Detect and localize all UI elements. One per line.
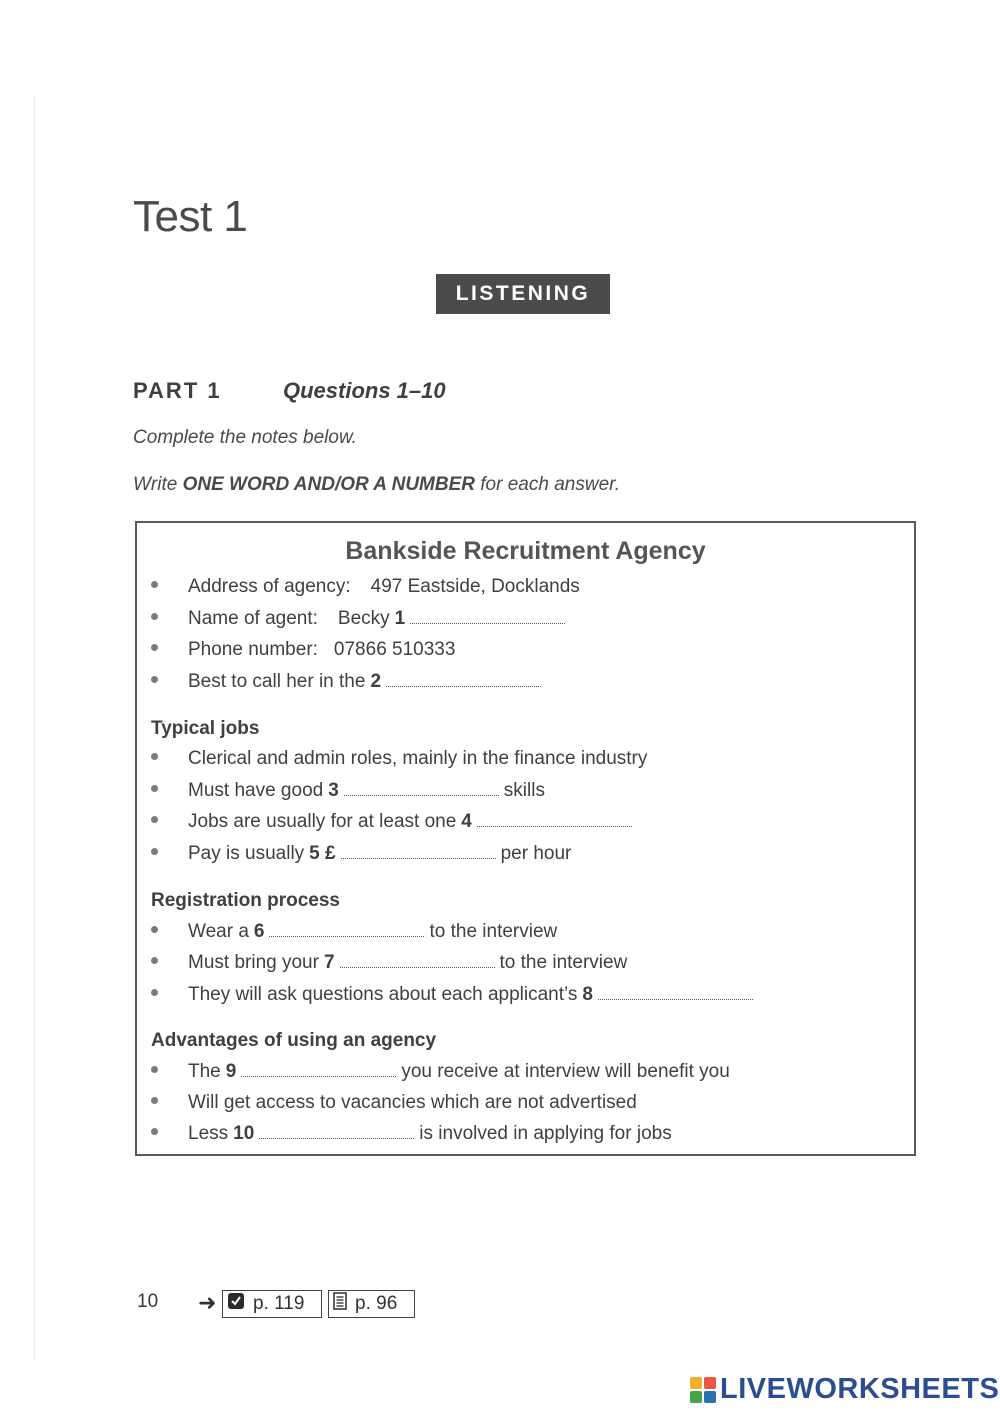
answer-key-reference[interactable] <box>222 1290 322 1318</box>
bullet-icon <box>151 785 158 792</box>
bullet-icon <box>151 1066 158 1073</box>
brand-name: LIVEWORKSHEETS <box>720 1373 1000 1405</box>
instruction-complete: Complete the notes below. <box>133 427 357 448</box>
bullet-icon <box>151 816 158 823</box>
phone-value: 07866 510333 <box>333 639 456 660</box>
answer-key-page: p. 119 <box>253 1293 305 1314</box>
list-item-jobs-4 <box>151 843 571 865</box>
logo-square <box>690 1377 702 1389</box>
list-item-call <box>151 671 546 693</box>
answer-key-icon <box>227 1292 245 1316</box>
liveworksheets-logo <box>690 1373 999 1406</box>
answer-blank-7[interactable] <box>340 966 495 968</box>
registration-item-pre: Wear a <box>188 921 249 942</box>
section-banner: LISTENING <box>436 274 610 314</box>
bullet-icon <box>151 957 158 964</box>
advantages-item-text: Will get access to vacancies which are not advertised <box>188 1092 637 1113</box>
jobs-item-post: skills <box>503 780 545 801</box>
question-number: 8 <box>582 984 593 1005</box>
address-label: Address of agency: <box>188 576 351 597</box>
jobs-item-text: Clerical and admin roles, mainly in the finance industry <box>188 748 648 769</box>
logo-square <box>704 1377 716 1389</box>
transcript-icon <box>333 1292 347 1316</box>
notes-box <box>135 521 916 1156</box>
list-item-advantages-3 <box>151 1123 672 1145</box>
typical-jobs-heading: Typical jobs <box>151 718 260 739</box>
transcript-reference[interactable] <box>328 1290 415 1318</box>
question-number: 3 <box>328 780 339 801</box>
jobs-item-pre: Must have good <box>188 780 324 801</box>
list-item-jobs-1 <box>151 748 647 770</box>
advantages-item-post: is involved in applying for jobs <box>419 1123 672 1144</box>
advantages-item-post: you receive at interview will benefit you <box>401 1061 730 1082</box>
part-label: PART 1 <box>133 378 222 403</box>
address-value: 497 Eastside, Docklands <box>370 576 580 597</box>
instruction-write-bold: ONE WORD AND/OR A NUMBER <box>182 474 475 495</box>
registration-heading: Registration process <box>151 890 340 911</box>
instruction-write <box>133 474 620 496</box>
question-number: 5 £ <box>309 843 336 864</box>
jobs-item-pre: Pay is usually <box>188 843 305 864</box>
bullet-icon <box>151 848 158 855</box>
agent-value: Becky <box>337 608 390 629</box>
question-number: 2 <box>370 671 382 692</box>
question-number: 10 <box>233 1123 255 1144</box>
instruction-write-post: for each answer. <box>475 474 621 495</box>
bullet-icon <box>151 1128 158 1135</box>
advantages-item-pre: The <box>188 1061 221 1082</box>
answer-blank-6[interactable] <box>269 935 424 937</box>
instruction-write-pre: Write <box>133 474 183 495</box>
advantages-item-pre: Less <box>188 1123 229 1144</box>
jobs-item-post: per hour <box>500 843 572 864</box>
registration-item-pre: They will ask questions about each applicant’s <box>188 984 578 1005</box>
logo-square <box>704 1391 716 1403</box>
transcript-page: p. 96 <box>355 1293 398 1314</box>
answer-blank-2[interactable] <box>386 685 541 687</box>
list-item-phone <box>151 639 455 661</box>
bullet-icon <box>151 753 158 760</box>
answer-blank-1[interactable] <box>410 622 565 624</box>
answer-blank-10[interactable] <box>259 1137 414 1139</box>
page-number: 10 <box>137 1291 159 1312</box>
bullet-icon <box>151 926 158 933</box>
bullet-icon <box>151 676 158 683</box>
logo-square <box>690 1391 702 1403</box>
answer-blank-4[interactable] <box>477 825 632 827</box>
page-margin-line <box>34 95 35 1360</box>
list-item-jobs-3 <box>151 811 637 833</box>
registration-item-pre: Must bring your <box>188 952 319 973</box>
question-number: 1 <box>394 608 406 629</box>
agent-label: Name of agent: <box>188 608 318 629</box>
advantages-heading: Advantages of using an agency <box>151 1030 437 1051</box>
bullet-icon <box>151 1097 158 1104</box>
list-item-jobs-2 <box>151 780 545 802</box>
question-number: 6 <box>253 921 265 942</box>
answer-blank-5[interactable] <box>341 857 496 859</box>
question-number: 7 <box>323 952 335 973</box>
list-item-agent <box>151 608 570 630</box>
answer-blank-8[interactable] <box>598 998 753 1000</box>
notes-title: Bankside Recruitment Agency <box>345 537 706 565</box>
arrow-right-icon: ➜ <box>198 1290 217 1315</box>
list-item-advantages-2 <box>151 1092 637 1114</box>
jobs-item-pre: Jobs are usually for at least one <box>188 811 457 832</box>
bullet-icon <box>151 989 158 996</box>
registration-item-post: to the interview <box>429 921 558 942</box>
list-item-registration-1 <box>151 921 557 943</box>
registration-item-post: to the interview <box>499 952 628 973</box>
list-item-registration-2 <box>151 952 627 974</box>
question-number: 4 <box>461 811 472 832</box>
logo-grid-icon <box>690 1377 716 1403</box>
answer-blank-3[interactable] <box>344 794 499 796</box>
list-item-advantages-1 <box>151 1061 730 1083</box>
bullet-icon <box>151 644 158 651</box>
questions-label: Questions 1–10 <box>283 378 446 403</box>
list-item-registration-3 <box>151 984 758 1006</box>
bullet-icon <box>151 581 158 588</box>
call-text: Best to call her in the <box>188 671 366 692</box>
answer-blank-9[interactable] <box>241 1075 396 1077</box>
phone-label: Phone number: <box>188 639 318 660</box>
list-item-address <box>151 576 580 598</box>
question-number: 9 <box>225 1061 237 1082</box>
test-title: Test 1 <box>133 192 248 241</box>
bullet-icon <box>151 613 158 620</box>
